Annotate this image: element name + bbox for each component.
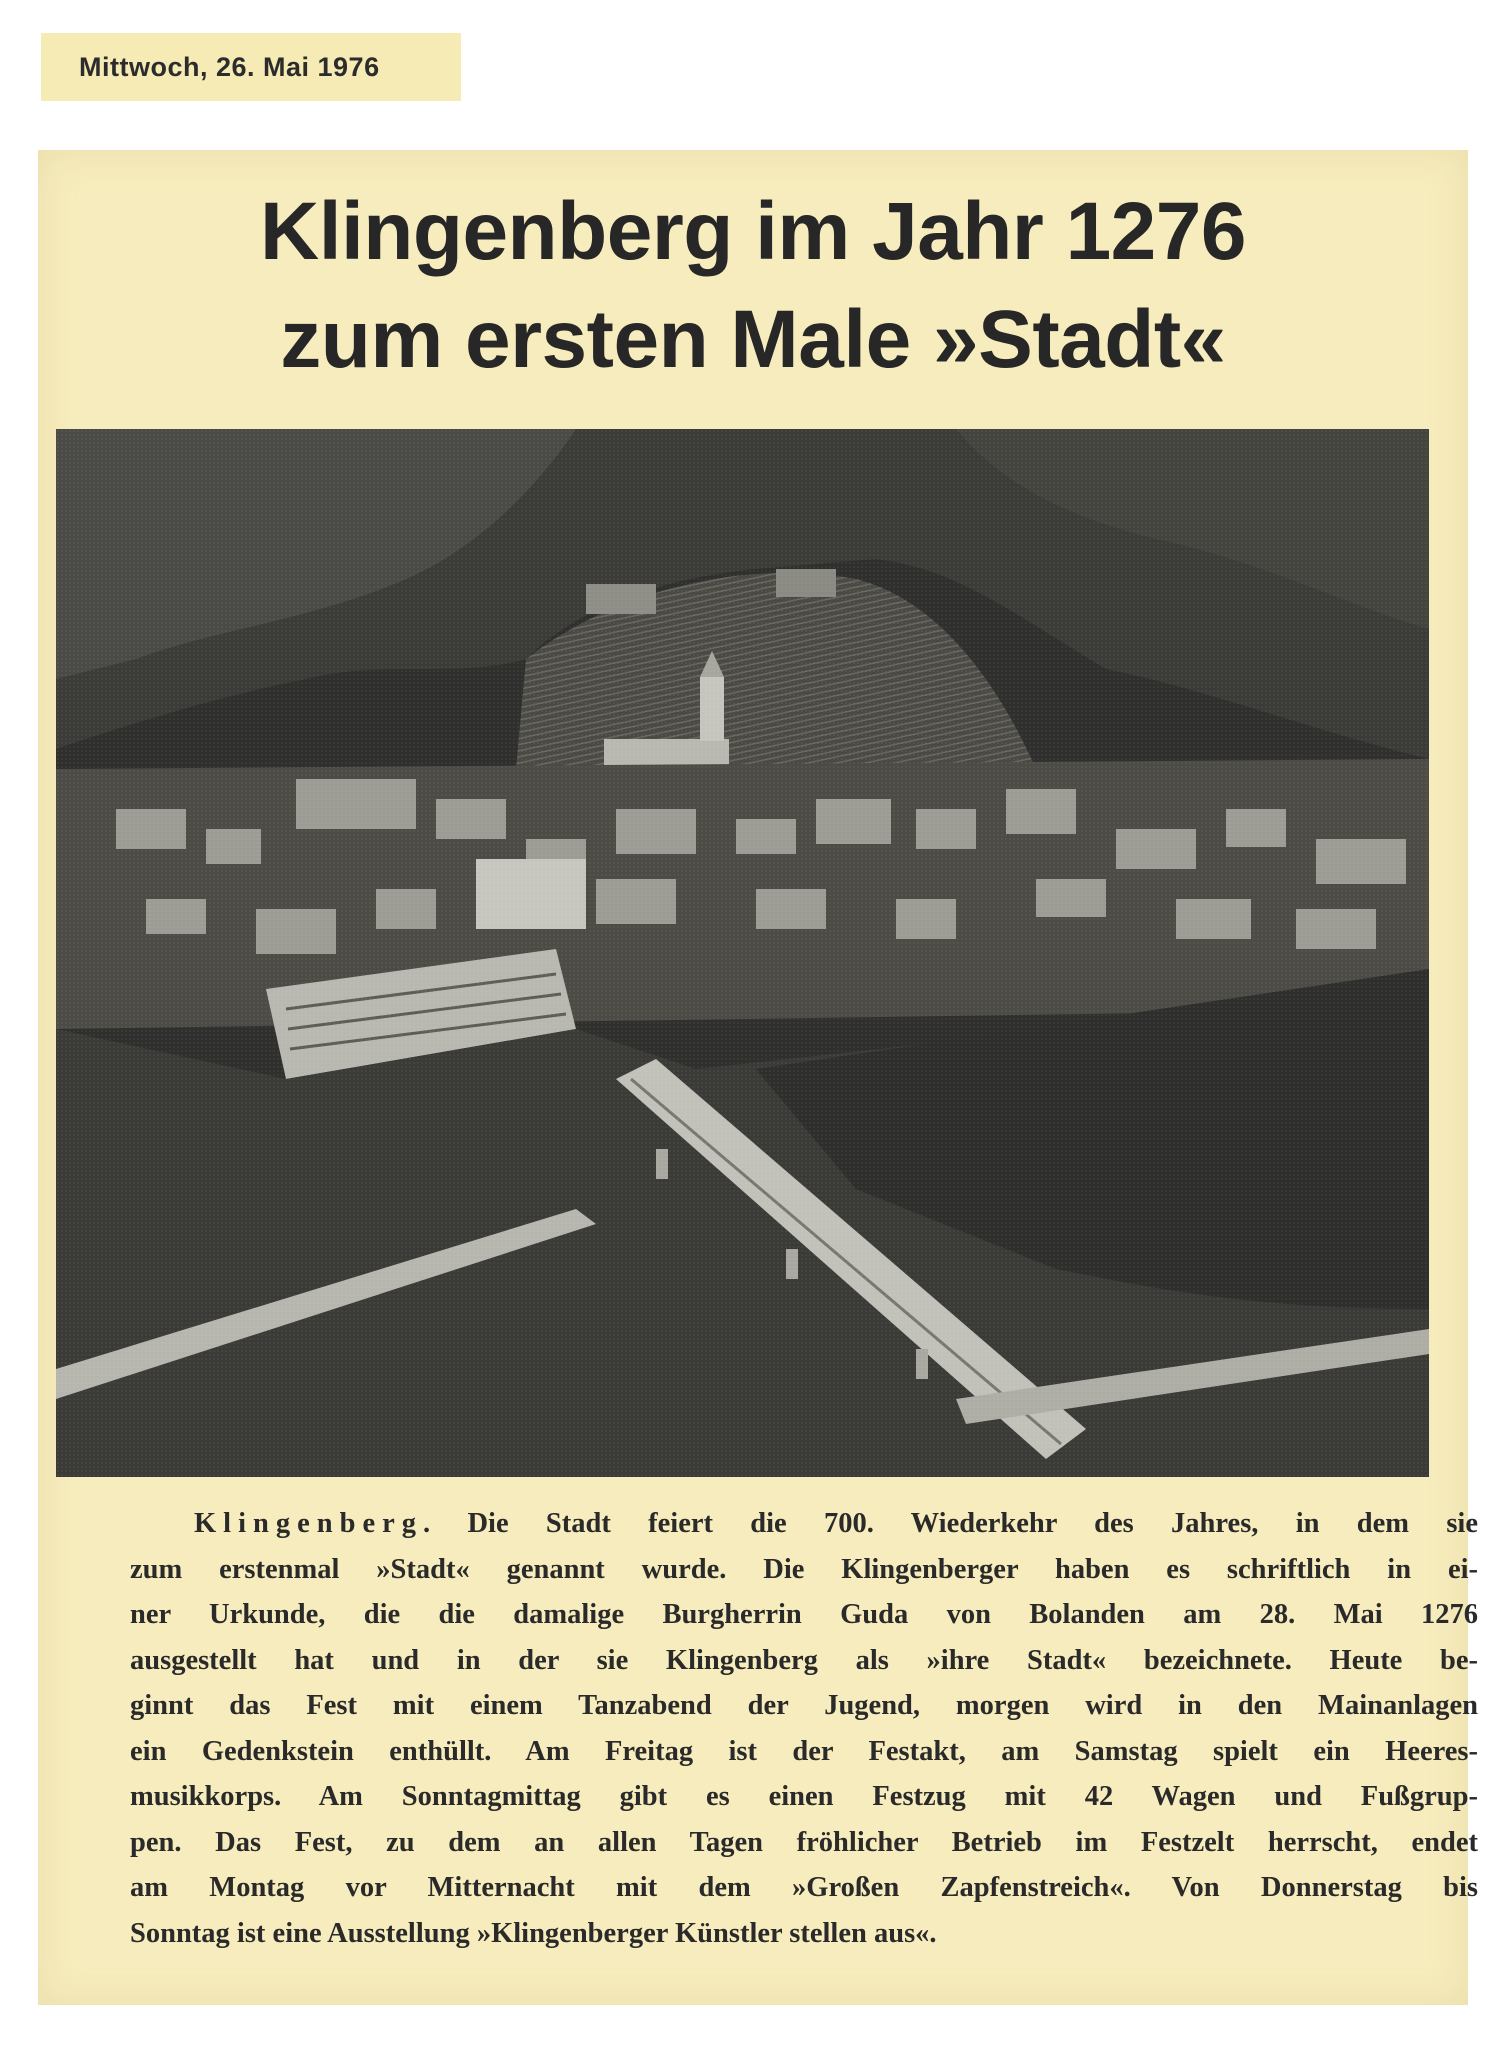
headline-line-1: Klingenberg im Jahr 1276 <box>259 186 1246 277</box>
article-line-1 <box>130 1501 1478 1547</box>
article-line-5: ginnt das Fest mit einem Tanzabend der Jugend, morgen wird in den Mainanlagen <box>130 1690 1478 1721</box>
article-line-8: pen. Das Fest, zu dem an allen Tagen fröhlicher Betrieb im Festzelt herrscht, endet <box>130 1826 1478 1858</box>
date-clipping <box>41 33 461 101</box>
article-line-1-text: . Die Stadt feiert die 700. Wiederkehr des Jahres, in dem sie <box>423 1508 1478 1539</box>
publication-date: Mittwoch, 26. Mai 1976 <box>79 51 380 82</box>
article-line-10: Sonntag ist eine Ausstellung »Klingenberger Künstler stellen aus«. <box>130 1917 937 1949</box>
article-line-3: ner Urkunde, die die damalige Burgherrin Guda von Bolanden am 28. Mai 1276 <box>130 1599 1478 1630</box>
article-line-7: musikkorps. Am Sonntagmittag gibt es einen Festzug mit 42 Wagen und Fußgrup- <box>130 1781 1478 1812</box>
headline-line-2: zum ersten Male »Stadt« <box>280 294 1226 385</box>
headline <box>38 178 1468 394</box>
article-body <box>130 1501 1478 1956</box>
article-line-4: ausgestellt hat und in der sie Klingenberg als »ihre Stadt« bezeichnete. Heute be- <box>130 1644 1478 1676</box>
aerial-town-photo <box>56 429 1429 1477</box>
article-line-2: zum erstenmal »Stadt« genannt wurde. Die Klingenberger haben es schriftlich in ei- <box>130 1553 1478 1585</box>
article-line-9: am Montag vor Mitternacht mit dem »Großen Zapfenstreich«. Von Donnerstag bis <box>130 1872 1478 1903</box>
article-line-6: ein Gedenkstein enthüllt. Am Freitag ist der Festakt, am Samstag spielt ein Heeres- <box>130 1735 1478 1767</box>
article-dateline: Klingenberg <box>194 1508 424 1539</box>
newspaper-clipping <box>38 150 1478 2005</box>
